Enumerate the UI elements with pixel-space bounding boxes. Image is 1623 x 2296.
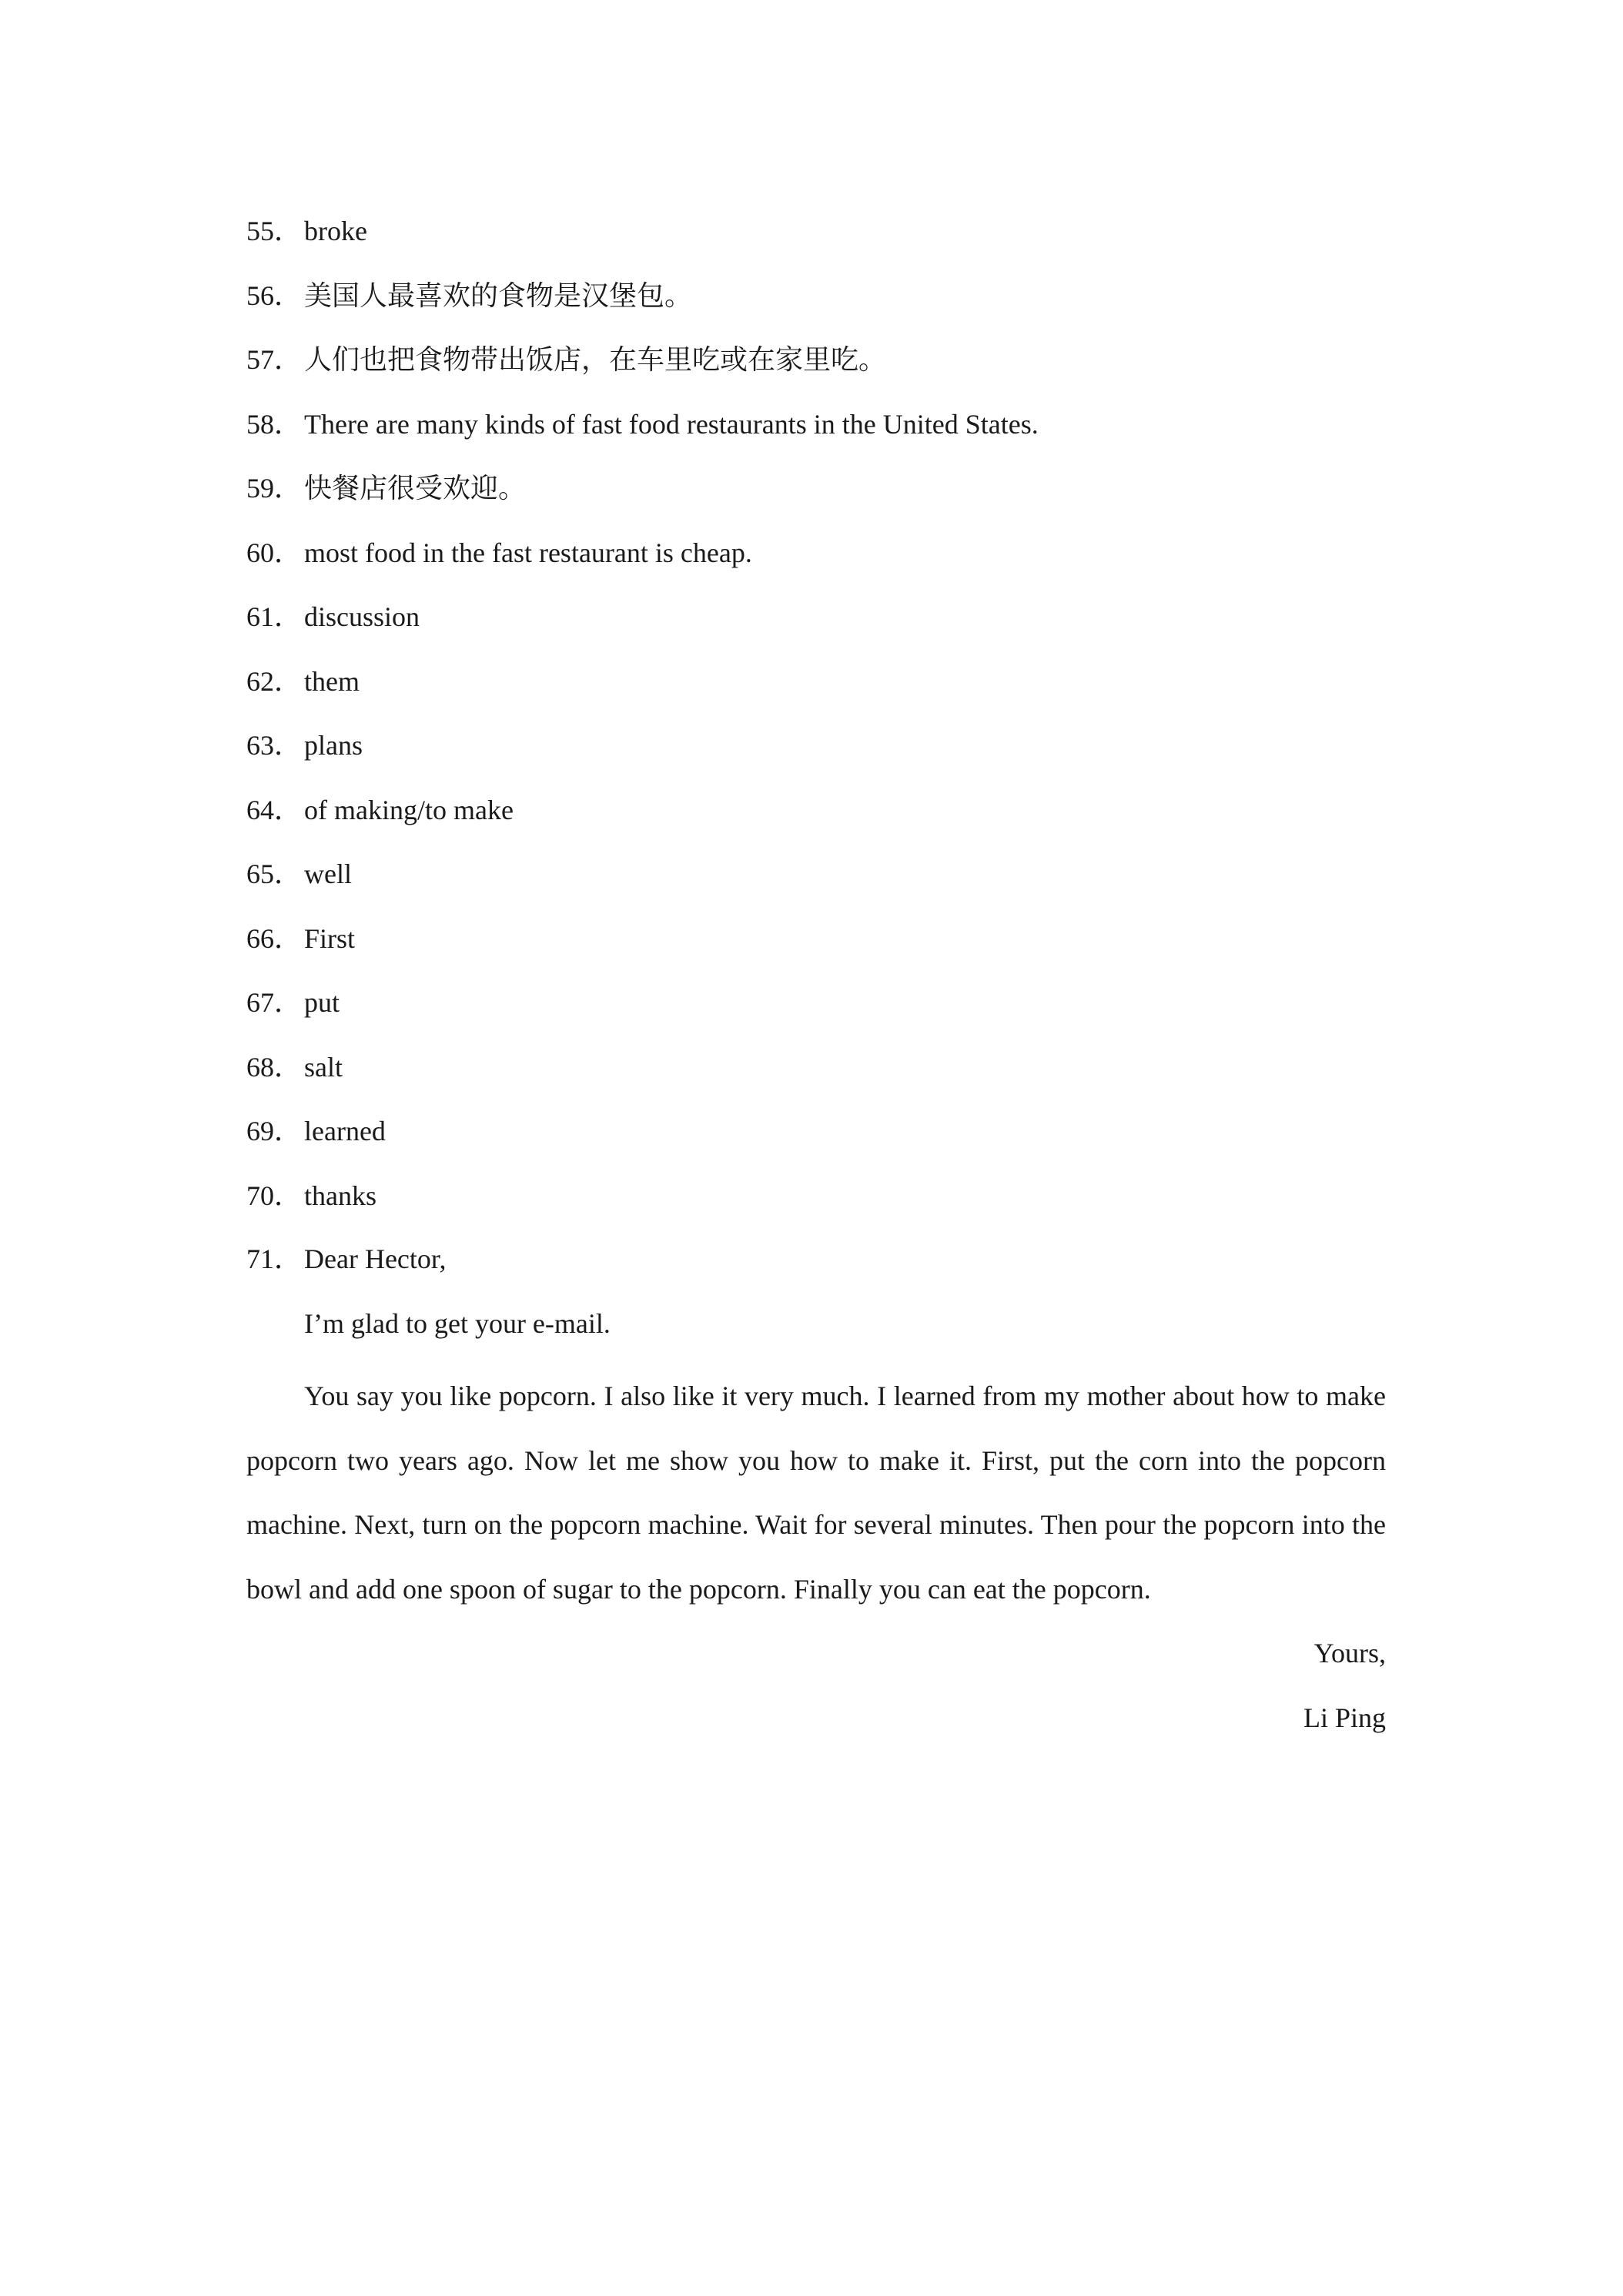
answer-item [246, 401, 1401, 466]
answer-number: 70． [246, 1180, 303, 1211]
answer-item [246, 851, 1401, 915]
answer-text: broke [304, 216, 367, 246]
answer-item [246, 658, 1401, 723]
answer-item [246, 915, 1401, 980]
answer-text: plans [304, 730, 363, 761]
answer-item [246, 1108, 1401, 1173]
answer-item [246, 787, 1401, 852]
letter-signature: Li Ping [1303, 1702, 1386, 1733]
answer-text: 人们也把食物带出饭店，在车里吃或在家里吃。 [304, 344, 887, 375]
letter-greeting: Dear Hector, [304, 1243, 447, 1274]
answer-item [246, 1173, 1401, 1237]
answer-number: 57． [246, 344, 303, 375]
answer-number: 71． [246, 1243, 303, 1274]
answer-item [246, 465, 1401, 530]
answer-item [246, 1044, 1401, 1109]
answer-text: learned [304, 1116, 386, 1146]
answer-item [246, 336, 1401, 401]
answer-item [246, 530, 1401, 594]
answer-number: 62． [246, 665, 303, 697]
answer-item [246, 208, 1401, 273]
answer-text: 快餐店很受欢迎。 [304, 473, 527, 504]
letter-greeting-line [246, 1236, 1386, 1282]
answer-item [246, 594, 1401, 658]
answer-list [246, 208, 1401, 1237]
answer-text: thanks [304, 1180, 376, 1211]
answer-text: well [304, 858, 352, 889]
answer-number: 60． [246, 537, 303, 568]
answer-text: put [304, 987, 340, 1018]
letter-closing: Yours, [1313, 1638, 1386, 1668]
answer-number: 69． [246, 1116, 303, 1146]
answer-number: 56． [246, 279, 303, 311]
letter-opening: I’m glad to get your e-mail. [304, 1307, 611, 1339]
answer-text: discussion [304, 601, 420, 632]
answer-text: most food in the fast restaurant is cheap. [304, 537, 752, 568]
answer-text: First [304, 922, 356, 954]
answer-number: 67． [246, 987, 303, 1018]
answer-number: 55． [246, 216, 303, 246]
answer-number: 66． [246, 922, 303, 954]
answer-number: 61． [246, 601, 303, 632]
letter-answer [246, 1236, 1386, 1750]
answer-text: salt [304, 1051, 343, 1083]
answer-number: 68． [246, 1051, 303, 1083]
answer-text: 美国人最喜欢的食物是汉堡包。 [304, 279, 693, 311]
answer-item [246, 722, 1401, 787]
answer-item [246, 273, 1401, 337]
answer-text: of making/to make [304, 794, 514, 825]
answer-text: There are many kinds of fast food restaurants in the United States. [304, 408, 1039, 440]
answer-number: 65． [246, 858, 303, 889]
answer-number: 59． [246, 473, 303, 504]
answer-text: them [304, 665, 360, 697]
answer-number: 58． [246, 408, 303, 440]
answer-number: 64． [246, 794, 303, 825]
letter-body: You say you like popcorn. I also like it very much. I learned from my mother about how to make popcorn two years ago. Now let me show you how to make it. First, put the corn into the popcorn machine. Next, turn on the popcorn machine. Wait for several minutes. Then pour the popcorn into the bowl and add one spoon of sugar to the popcorn. Finally you can eat the popcorn. [246, 1381, 1386, 1605]
answer-item [246, 979, 1401, 1044]
answer-number: 63． [246, 730, 303, 761]
